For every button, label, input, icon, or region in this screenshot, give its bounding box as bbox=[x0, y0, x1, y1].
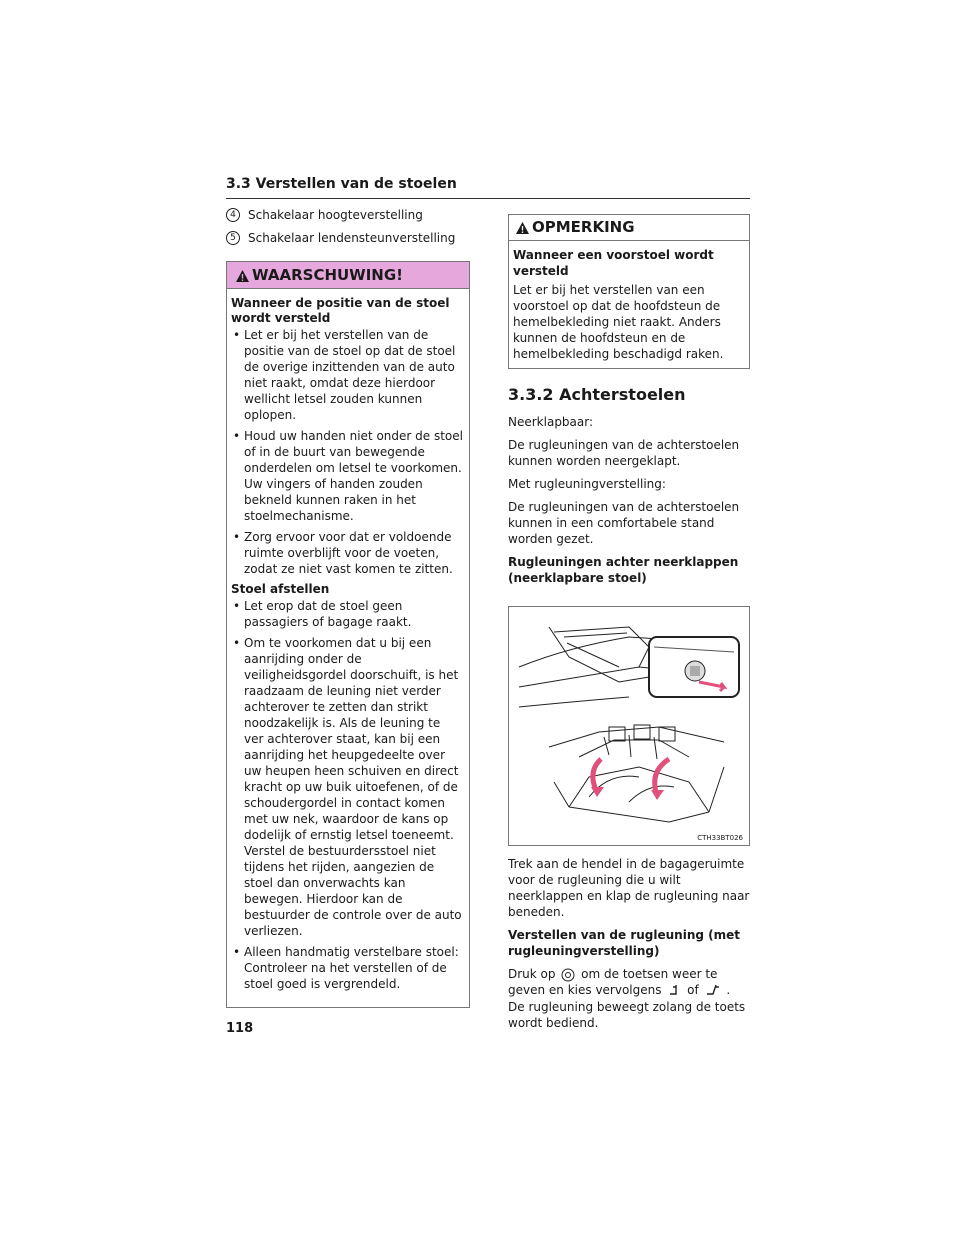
caution-icon bbox=[515, 221, 530, 235]
bullet-item: • Let erop dat de stoel geen passagiers of bagage raakt. bbox=[231, 598, 463, 630]
subheading: Rugleuningen achter neerklappen (neerklapbare stoel) bbox=[508, 555, 739, 585]
settings-button-icon bbox=[561, 968, 575, 982]
text-fragment: Druk op bbox=[508, 967, 556, 981]
illustration-drawing bbox=[509, 607, 749, 845]
seat-recline-forward-icon bbox=[667, 983, 681, 999]
paragraph: Trek aan de hendel in de bagageruimte voor de rugleuning die u wilt neerklappen en klap de rugleuning naar beneden. bbox=[508, 857, 750, 919]
circled-number: 5 bbox=[226, 231, 240, 245]
circled-number: 4 bbox=[226, 208, 240, 222]
rear-seat-illustration bbox=[508, 606, 750, 846]
note-subtitle: Wanneer een voorstoel wordt versteld bbox=[513, 248, 714, 278]
right-column bbox=[508, 214, 750, 1038]
paragraph: Met rugleuningverstelling: bbox=[508, 477, 666, 491]
note-box bbox=[508, 214, 750, 369]
warning-subhead: Wanneer de positie van de stoel wordt versteld bbox=[231, 296, 450, 325]
item-label: Schakelaar hoogteverstelling bbox=[248, 208, 423, 222]
paragraph: De rugleuningen van de achterstoelen kunnen in een comfortabele stand worden gezet. bbox=[508, 500, 740, 546]
note-text: Let er bij het verstellen van een voorstoel op dat de hoofdsteun de hemelbekleding niet raakt. Anders kunnen de hoofdsteun en de hemelbekleding beschadigd raken. bbox=[513, 283, 724, 361]
section-header: 3.3 Verstellen van de stoelen bbox=[226, 176, 750, 199]
paragraph bbox=[508, 966, 750, 1031]
warning-title: WAARSCHUWING! bbox=[252, 266, 404, 284]
warning-header bbox=[227, 262, 469, 289]
bullet-item: • Alleen handmatig verstelbare stoel: Controleer na het verstellen of de stoel goed is vergrendeld. bbox=[231, 944, 463, 992]
figure-code: CTH33BT026 bbox=[697, 834, 743, 842]
section-title: 3.3.2 Achterstoelen bbox=[508, 385, 686, 404]
note-title: OPMERKING bbox=[532, 218, 635, 236]
paragraph: Neerklapbaar: bbox=[508, 415, 594, 429]
subheading: Verstellen van de rugleuning (met rugleuningverstelling) bbox=[508, 928, 741, 958]
list-item bbox=[226, 208, 470, 222]
warning-subhead: Stoel afstellen bbox=[231, 582, 330, 596]
item-label: Schakelaar lendensteunverstelling bbox=[248, 231, 456, 245]
seat-recline-back-icon bbox=[705, 983, 721, 999]
paragraph: De rugleuningen van de achterstoelen kunnen worden neergeklapt. bbox=[508, 438, 740, 468]
text-fragment: of bbox=[687, 983, 699, 997]
text-fragment: om de toetsen weer te geven en kies vervolgens bbox=[508, 967, 718, 997]
warning-box bbox=[226, 261, 470, 1008]
bullet-item: • Let er bij het verstellen van de positie van de stoel op dat de stoel de overige inzittenden van de auto niet raakt, omdat deze hierdoor wellicht letsel zouden kunnen oplopen. bbox=[231, 327, 463, 423]
bullet-item: • Houd uw handen niet onder de stoel of in de buurt van bewegende onderdelen om letsel te voorkomen. Uw vingers of handen zouden bekneld kunnen raken in het stoelmechanisme. bbox=[231, 428, 463, 524]
bullet-item: • Om te voorkomen dat u bij een aanrijding onder de veiligheidsgordel doorschuift, is het raadzaam de leuning niet verder achterover te zetten dan strikt noodzakelijk is. Als de leuning te ver achterover staat, kan bij een aanrijding het heupgedeelte over uw heupen heen schuiven en direct kracht op uw buik uitoefenen, of de schoudergordel in contact komen met uw nek, waardoor de kans op dodelijk of ernstig letsel toeneemt. Verstel de bestuurdersstoel niet tijdens het rijden, aangezien de stoel dan onverwachts kan bewegen. Hierdoor kan de bestuurder de controle over de auto verliezen. bbox=[231, 635, 463, 939]
note-body bbox=[509, 241, 749, 368]
note-header bbox=[509, 215, 749, 241]
list-item bbox=[226, 231, 470, 245]
text-fragment: . De rugleuning beweegt zolang de toets wordt bediend. bbox=[508, 983, 746, 1030]
warning-body bbox=[227, 289, 469, 1007]
page-number: 118 bbox=[226, 1021, 254, 1036]
left-column bbox=[226, 208, 470, 1008]
bullet-item: • Zorg ervoor voor dat er voldoende ruimte overblijft voor de voeten, zodat ze niet vast komen te zitten. bbox=[231, 529, 463, 577]
warning-icon bbox=[235, 269, 250, 283]
